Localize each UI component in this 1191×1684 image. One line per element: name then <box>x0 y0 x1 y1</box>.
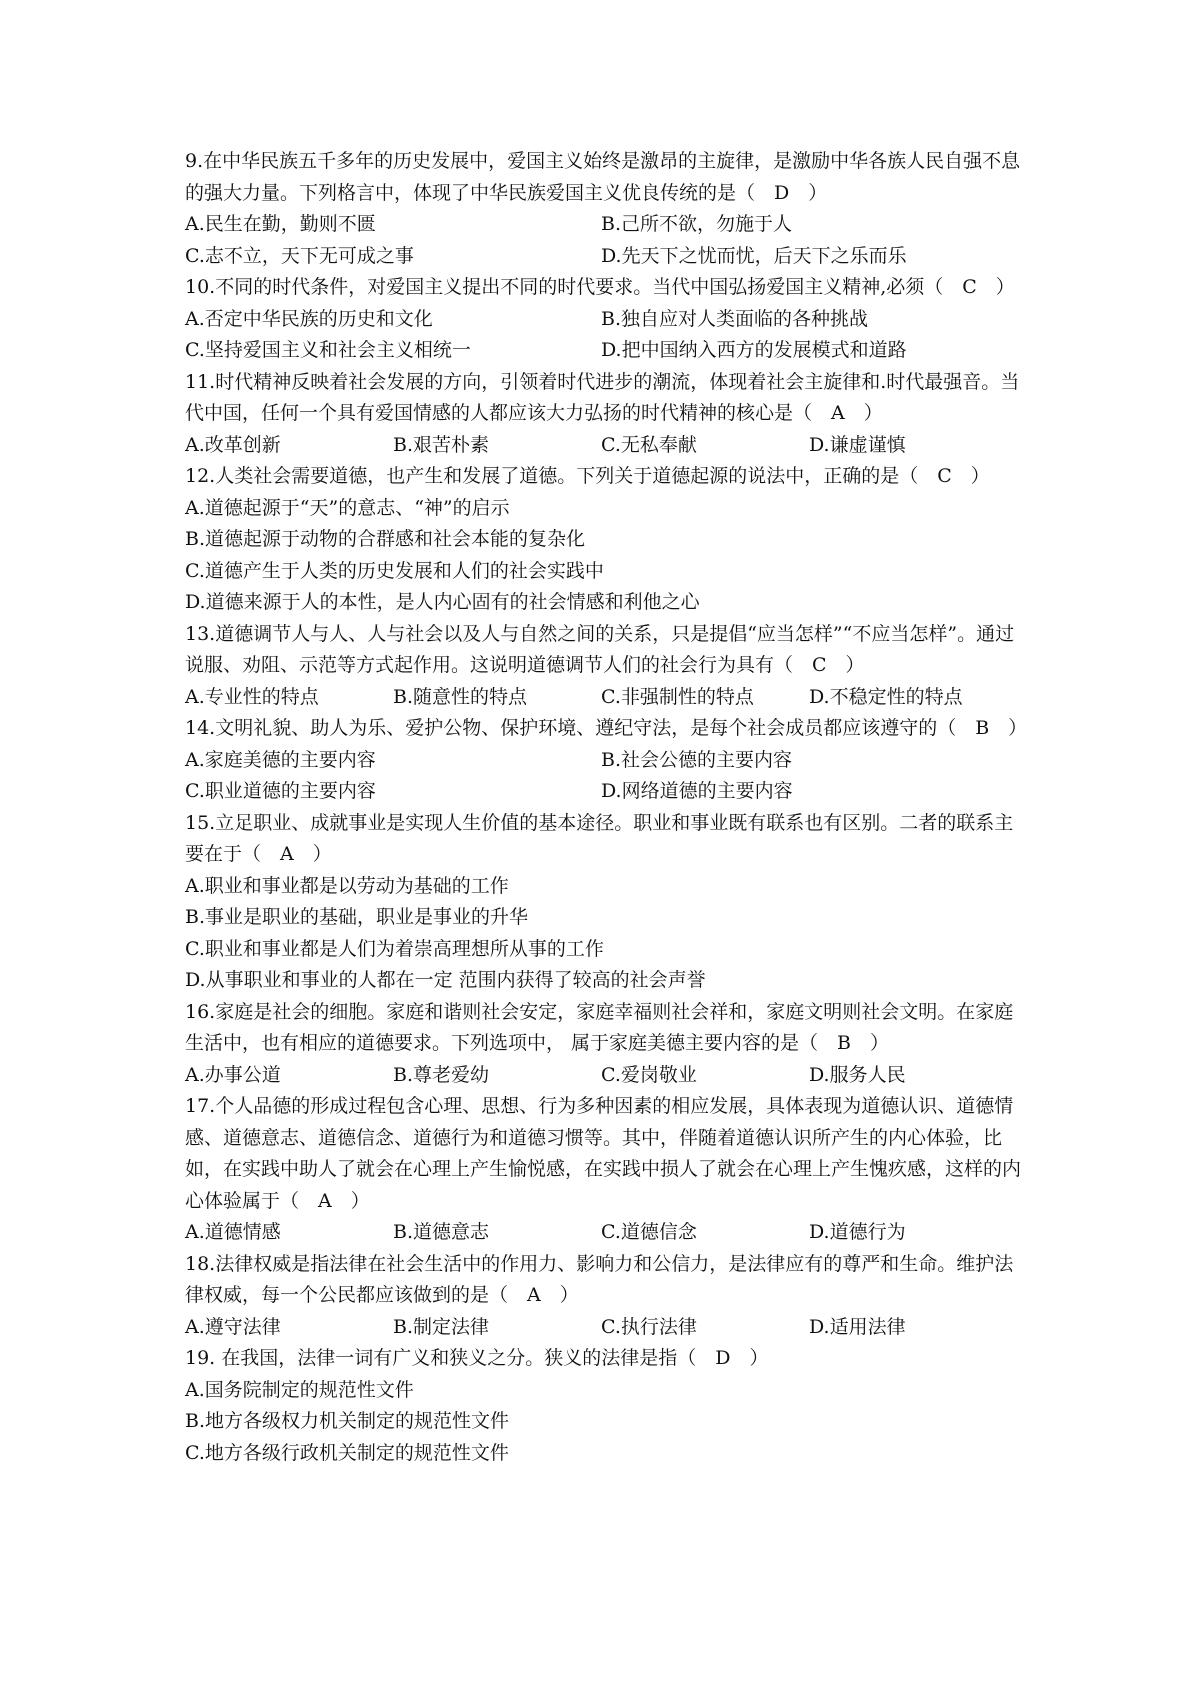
option-a: A.国务院制定的规范性文件 <box>185 1378 414 1401</box>
option-row <box>185 209 1025 241</box>
option-c: C.爱岗敬业 <box>601 1063 697 1086</box>
question-19 <box>185 1343 1025 1469</box>
option-c: C.非强制性的特点 <box>601 685 754 708</box>
option-a: A.民生在勤，勤则不匮 <box>185 213 376 235</box>
option-d: D.道德行为 <box>809 1221 906 1243</box>
question-13 <box>185 619 1025 714</box>
option-row <box>185 1060 1025 1092</box>
option-b: B.道德起源于动物的合群感和社会本能的复杂化 <box>185 528 586 550</box>
question-15 <box>185 808 1025 997</box>
option-row <box>185 1438 1025 1470</box>
option-b: B.社会公德的主要内容 <box>601 748 793 771</box>
option-row <box>185 556 1025 588</box>
option-row <box>185 493 1025 525</box>
option-c: C.无私奉献 <box>601 433 697 456</box>
question-stem: 15.立足职业、成就事业是实现人生价值的基本途径。职业和事业既有联系也有区别。二者的联系主要在于（ A ） <box>185 811 1014 865</box>
question-stem: 9.在中华民族五千多年的历史发展中，爱国主义始终是激昂的主旋律，是激励中华各族人民自强不息的强大力量。下列格言中，体现了中华民族爱国主义优良传统的是（ D ） <box>185 150 1021 204</box>
question-stem: 10.不同的时代条件，对爱国主义提出不同的时代要求。当代中国弘扬爱国主义精神,必须（ C ） <box>185 276 1015 298</box>
option-row <box>185 871 1025 903</box>
option-row <box>185 1375 1025 1407</box>
option-a: A.专业性的特点 <box>185 685 319 708</box>
option-d: D.谦虚谨慎 <box>809 433 906 456</box>
option-row <box>185 524 1025 556</box>
option-b: B.己所不欲，勿施于人 <box>601 213 793 235</box>
option-row <box>185 1217 1025 1249</box>
question-17 <box>185 1091 1025 1249</box>
option-c: C.职业道德的主要内容 <box>185 780 376 802</box>
question-stem: 14.文明礼貌、助人为乐、爱护公物、保护环境、遵纪守法，是每个社会成员都应该遵守的（ B ） <box>185 717 1028 739</box>
option-a: A.改革创新 <box>185 433 281 456</box>
question-stem: 12.人类社会需要道德，也产生和发展了道德。下列关于道德起源的说法中，正确的是（ C ） <box>185 465 990 487</box>
option-d: D.适用法律 <box>809 1315 906 1338</box>
question-10 <box>185 272 1025 367</box>
option-row <box>185 241 1025 273</box>
option-row <box>185 934 1025 966</box>
option-row <box>185 776 1025 808</box>
option-a: A.办事公道 <box>185 1063 281 1086</box>
option-c: C.职业和事业都是人们为着崇高理想所从事的工作 <box>185 937 604 960</box>
option-b: B.尊老爱幼 <box>393 1063 490 1086</box>
question-stem: 18.法律权威是指法律在社会生活中的作用力、影响力和公信力，是法律应有的尊严和生命。维护法律权威，每一个公民都应该做到的是（ A ） <box>185 1252 1014 1306</box>
question-stem: 17.个人品德的形成过程包含心理、思想、行为多种因素的相应发展，具体表现为道德认识、道德情感、道德意志、道德信念、道德行为和道德习惯等。其中，伴随着道德认识所产生的内心体验，比如，在实践中助人了就会在心理上产生愉悦感，在实践中损人了就会在心理上产生愧疚感，这样的内心体验属于（ A ） <box>185 1095 1022 1212</box>
option-row <box>185 304 1025 336</box>
option-row <box>185 1406 1025 1438</box>
option-b: B.事业是职业的基础，职业是事业的升华 <box>185 906 529 928</box>
option-d: D.从事职业和事业的人都在一定 范围内获得了较高的社会声誉 <box>185 969 706 991</box>
option-row <box>185 1312 1025 1344</box>
option-row <box>185 745 1025 777</box>
option-a: A.家庭美德的主要内容 <box>185 748 376 771</box>
question-stem: 16.家庭是社会的细胞。家庭和谐则社会安定，家庭幸福则社会祥和，家庭文明则社会文明。在家庭生活中，也有相应的道德要求。下列选项中， 属于家庭美德主要内容的是（ B ） <box>185 1000 1014 1054</box>
question-12 <box>185 461 1025 619</box>
question-list <box>185 146 1028 1469</box>
option-b: B.地方各级权力机关制定的规范性文件 <box>185 1410 510 1432</box>
option-c: C.坚持爱国主义和社会主义相统一 <box>185 339 471 361</box>
option-c: C.执行法律 <box>601 1315 697 1338</box>
option-row <box>185 335 1025 367</box>
option-d: D.把中国纳入西方的发展模式和道路 <box>601 339 907 361</box>
question-11 <box>185 367 1025 462</box>
option-c: C.道德产生于人类的历史发展和人们的社会实践中 <box>185 559 604 582</box>
question-stem: 11.时代精神反映着社会发展的方向，引领着时代进步的潮流，体现着社会主旋律和.时代最强音。当代中国，任何一个具有爱国情感的人都应该大力弘扬的时代精神的核心是（ A ） <box>185 370 1020 424</box>
option-b: B.艰苦朴素 <box>393 433 490 456</box>
option-d: D.道德来源于人的本性，是人内心固有的社会情感和利他之心 <box>185 591 700 613</box>
option-a: A.职业和事业都是以劳动为基础的工作 <box>185 874 509 897</box>
option-c: C.道德信念 <box>601 1221 697 1243</box>
option-a: A.否定中华民族的历史和文化 <box>185 307 433 330</box>
question-16 <box>185 997 1025 1092</box>
option-c: C.志不立，天下无可成之事 <box>185 244 414 267</box>
option-d: D.服务人民 <box>809 1063 906 1086</box>
question-14 <box>185 713 1028 808</box>
option-row <box>185 965 1025 997</box>
option-b: B.独自应对人类面临的各种挑战 <box>601 307 869 330</box>
question-18 <box>185 1249 1025 1344</box>
option-a: A.遵守法律 <box>185 1315 281 1338</box>
option-c: C.地方各级行政机关制定的规范性文件 <box>185 1441 509 1464</box>
option-a: A.道德起源于“天”的意志、“神”的启示 <box>185 496 510 519</box>
option-row <box>185 682 1025 714</box>
question-9 <box>185 146 1025 272</box>
option-row <box>185 587 1025 619</box>
question-stem: 13.道德调节人与人、人与社会以及人与自然之间的关系，只是提倡“应当怎样”“不应当怎样”。通过说服、劝阻、示范等方式起作用。这说明道德调节人们的社会行为具有（ C ） <box>185 622 1015 676</box>
option-a: A.道德情感 <box>185 1221 281 1243</box>
option-d: D.先天下之忧而忧，后天下之乐而乐 <box>601 244 907 267</box>
option-b: B.制定法律 <box>393 1315 490 1338</box>
option-row <box>185 430 1025 462</box>
option-b: B.随意性的特点 <box>393 685 528 708</box>
question-stem: 19. 在我国，法律一词有广义和狭义之分。狭义的法律是指（ D ） <box>185 1347 769 1369</box>
option-row <box>185 902 1025 934</box>
option-b: B.道德意志 <box>393 1221 490 1243</box>
option-d: D.不稳定性的特点 <box>809 685 963 708</box>
option-d: D.网络道德的主要内容 <box>601 780 793 802</box>
